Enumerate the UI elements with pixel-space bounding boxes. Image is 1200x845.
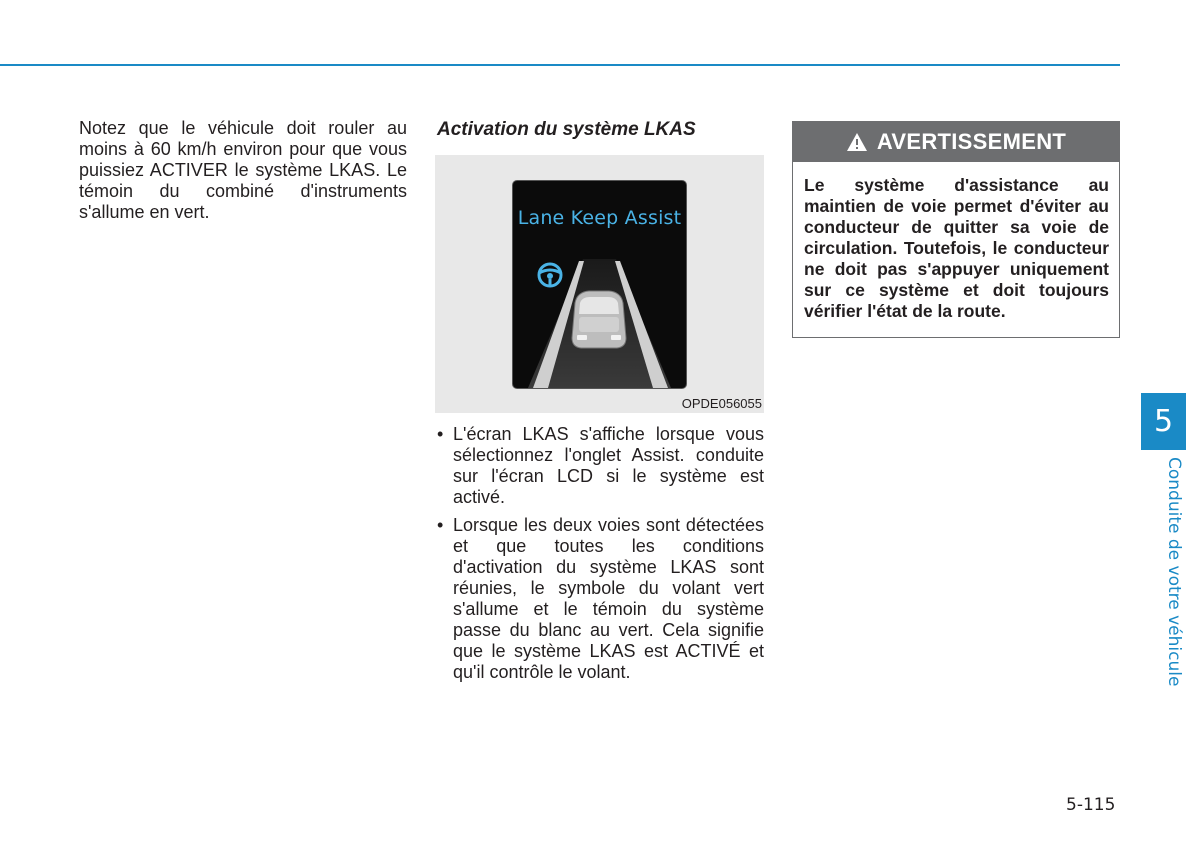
cluster-screen — [512, 180, 687, 389]
lkas-figure — [435, 155, 764, 413]
warning-triangle-icon — [846, 132, 868, 152]
figure-code: OPDE056055 — [681, 396, 762, 411]
chapter-tab: 5 — [1141, 393, 1186, 450]
chapter-title: Conduite de votre véhicule — [1164, 457, 1184, 687]
warning-text: Le système d'assistance au maintien de voie permet d'éviter au conducteur de quitter sa voie de circulation. Toutefois, le conducteur ne doit pas s'appuyer uniquement sur ce système et doit toujours vérifier l'état de la route. — [804, 175, 1109, 321]
section-heading: Activation du système LKAS — [437, 119, 696, 140]
screen-title: Lane Keep Assist — [517, 207, 682, 229]
warning-header — [793, 122, 1119, 162]
list-item: • L'écran LKAS s'affiche lorsque vous sélectionnez l'onglet Assist. conduite sur l'écran LCD si le système est activé. — [435, 424, 764, 508]
header-rule — [0, 64, 1120, 66]
list-item: • Lorsque les deux voies sont détectées et que toutes les conditions d'activation du système LKAS sont réunies, le symbole du volant vert s'allume et le témoin du système passe du blanc au vert. Cela signifie que le système LKAS est ACTIVÉ et qu'il contrôle le volant. — [435, 515, 764, 683]
middle-column — [435, 118, 764, 690]
intro-paragraph: Notez que le véhicule doit rouler au moins à 60 km/h environ pour que vous puissiez ACTIVER le système LKAS. Le témoin du combiné d'instruments s'allume en vert. — [79, 118, 407, 222]
car-icon — [572, 291, 626, 348]
page-number: 5-115 — [1066, 795, 1116, 815]
steering-wheel-icon — [539, 264, 561, 286]
warning-title: AVERTISSEMENT — [876, 129, 1067, 154]
left-column — [79, 118, 407, 223]
warning-box — [792, 121, 1120, 338]
bullet-list — [435, 424, 764, 683]
